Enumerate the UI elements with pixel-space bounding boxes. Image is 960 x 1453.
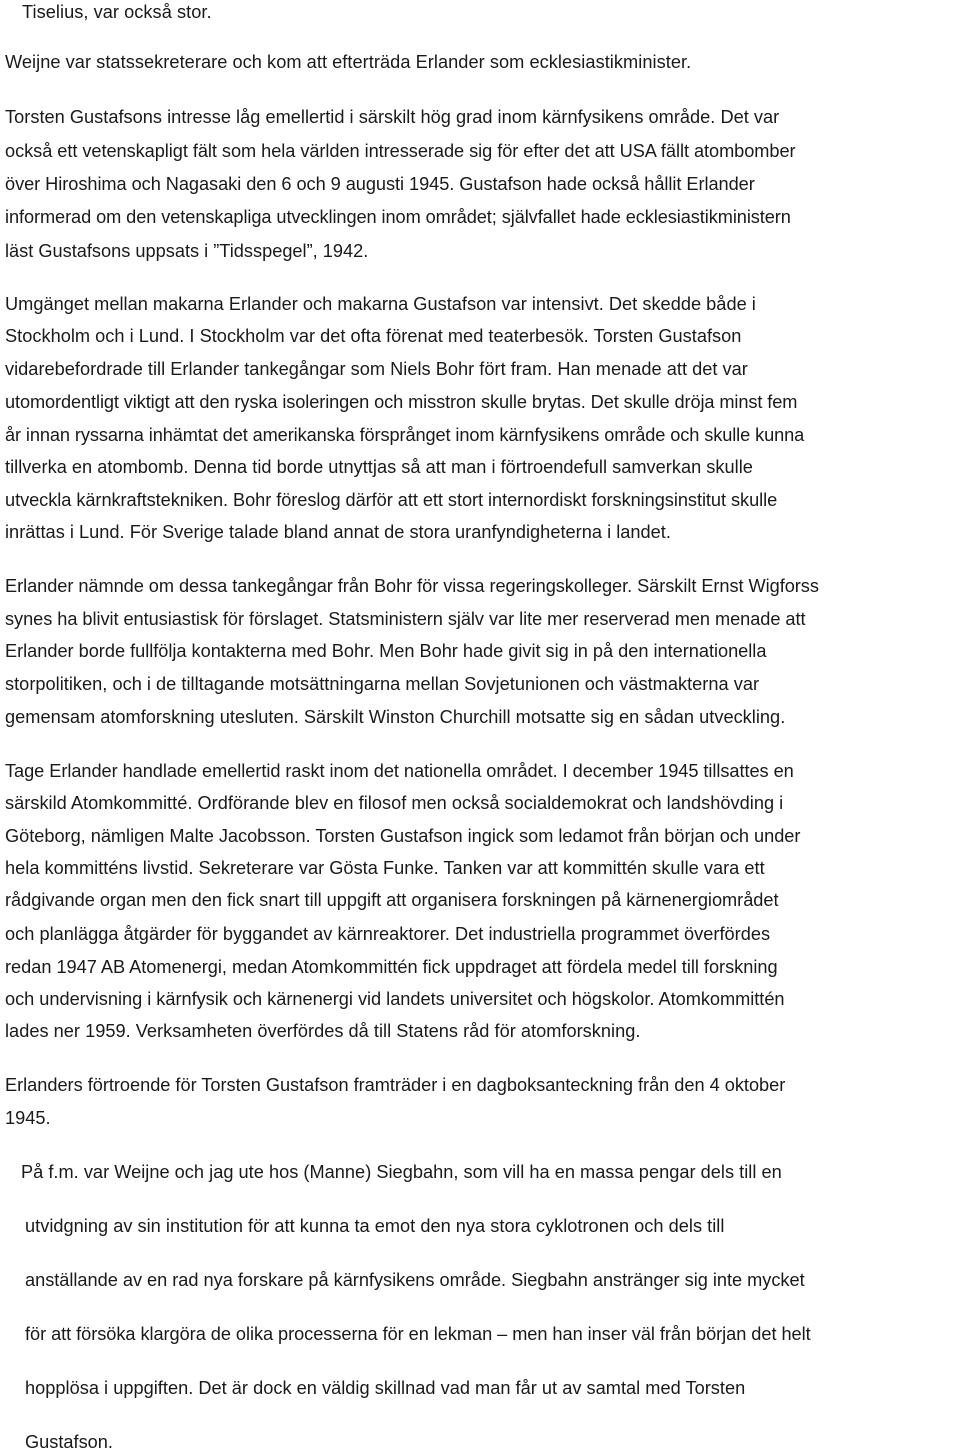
quote-line: utvidgning av sin institution för att kunna ta emot den nya stora cyklotronen och dels till	[25, 1216, 725, 1236]
text-line: också ett vetenskapligt fält som hela världen intresserade sig för efter det att USA fällt atombomber	[5, 141, 796, 161]
text-line: gemensam atomforskning utesluten. Särskilt Winston Churchill motsatte sig en sådan utveckling.	[5, 707, 786, 727]
text-line: och planlägga åtgärder för byggandet av kärnreaktorer. Det industriella programmet överfördes	[5, 924, 771, 944]
text-line: informerad om den vetenskapliga utvecklingen inom området; självfallet hade ecklesiastikministern	[5, 207, 791, 227]
quote-line: På f.m. var Weijne och jag ute hos (Manne) Siegbahn, som vill ha en massa pengar dels till en	[21, 1162, 782, 1182]
text-line: Tiselius, var också stor.	[22, 2, 212, 22]
text-line: 1945.	[5, 1108, 51, 1128]
text-line: vidarebefordrade till Erlander tankegångar som Niels Bohr fört fram. Han menade att det var	[5, 359, 748, 379]
text-line: utomordentligt viktigt att den ryska isoleringen och misstron skulle brytas. Det skulle dröja minst fem	[5, 392, 798, 412]
text-line: redan 1947 AB Atomenergi, medan Atomkommittén fick uppdraget att fördela medel till forskning	[5, 957, 778, 977]
text-line: rådgivande organ men den fick snart till uppgift att organisera forskningen på kärnenergiområdet	[5, 890, 779, 910]
text-line: storpolitiken, och i de tilltagande motsättningarna mellan Sovjetunionen och västmakterna var	[5, 674, 760, 694]
text-line: Erlander nämnde om dessa tankegångar från Bohr för vissa regeringskolleger. Särskilt Ernst Wigforss	[5, 576, 819, 596]
text-line: Göteborg, nämligen Malte Jacobsson. Torsten Gustafson ingick som ledamot från början och under	[5, 826, 801, 846]
text-line: Umgänget mellan makarna Erlander och makarna Gustafson var intensivt. Det skedde både i	[5, 294, 756, 314]
text-line: tillverka en atombomb. Denna tid borde utnyttjas så att man i förtroendefull samverkan skulle	[5, 457, 753, 477]
text-line: Weijne var statssekreterare och kom att efterträda Erlander som ecklesiastikminister.	[5, 52, 692, 72]
text-line: Erlander borde fullfölja kontakterna med Bohr. Men Bohr hade givit sig in på den internationella	[5, 641, 767, 661]
text-line: Torsten Gustafsons intresse låg emellertid i särskilt hög grad inom kärnfysikens område. Det var	[5, 107, 780, 127]
text-line: hela kommitténs livstid. Sekreterare var Gösta Funke. Tanken var att kommittén skulle vara ett	[5, 858, 765, 878]
text-line: utveckla kärnkraftstekniken. Bohr föreslog därför att ett stort internordiskt forskningsinstitut skulle	[5, 490, 778, 510]
quote-line: Gustafson.	[25, 1432, 113, 1452]
quote-line: för att försöka klargöra de olika processerna för en lekman – men han inser väl från början det helt	[25, 1324, 811, 1344]
text-line: Stockholm och i Lund. I Stockholm var det ofta förenat med teaterbesök. Torsten Gustafson	[5, 326, 742, 346]
quote-line: anställande av en rad nya forskare på kärnfysikens område. Siegbahn anstränger sig inte mycket	[25, 1270, 805, 1290]
text-line: läst Gustafsons uppsats i ”Tidsspegel”, 1942.	[5, 241, 369, 261]
text-line: år innan ryssarna inhämtat det amerikanska försprånget inom kärnfysikens område och skulle kunna	[5, 425, 805, 445]
text-line: och undervisning i kärnfysik och kärnenergi vid landets universitet och högskolor. Atomkommittén	[5, 989, 785, 1009]
text-line: inrättas i Lund. För Sverige talade bland annat de stora uranfyndigheterna i landet.	[5, 522, 671, 542]
text-line: Erlanders förtroende för Torsten Gustafson framträder i en dagboksanteckning från den 4 oktober	[5, 1075, 786, 1095]
text-line: synes ha blivit entusiastisk för förslaget. Statsministern själv var lite mer reserverad men menade att	[5, 609, 806, 629]
text-line: över Hiroshima och Nagasaki den 6 och 9 augusti 1945. Gustafson hade också hållit Erlander	[5, 174, 755, 194]
text-line: särskild Atomkommitté. Ordförande blev en filosof men också socialdemokrat och landshövding i	[5, 793, 784, 813]
text-line: lades ner 1959. Verksamheten överfördes då till Statens råd för atomforskning.	[5, 1021, 641, 1041]
text-line: Tage Erlander handlade emellertid raskt inom det nationella området. I december 1945 tillsattes en	[5, 761, 794, 781]
quote-line: hopplösa i uppgiften. Det är dock en väldig skillnad vad man får ut av samtal med Torsten	[25, 1378, 746, 1398]
